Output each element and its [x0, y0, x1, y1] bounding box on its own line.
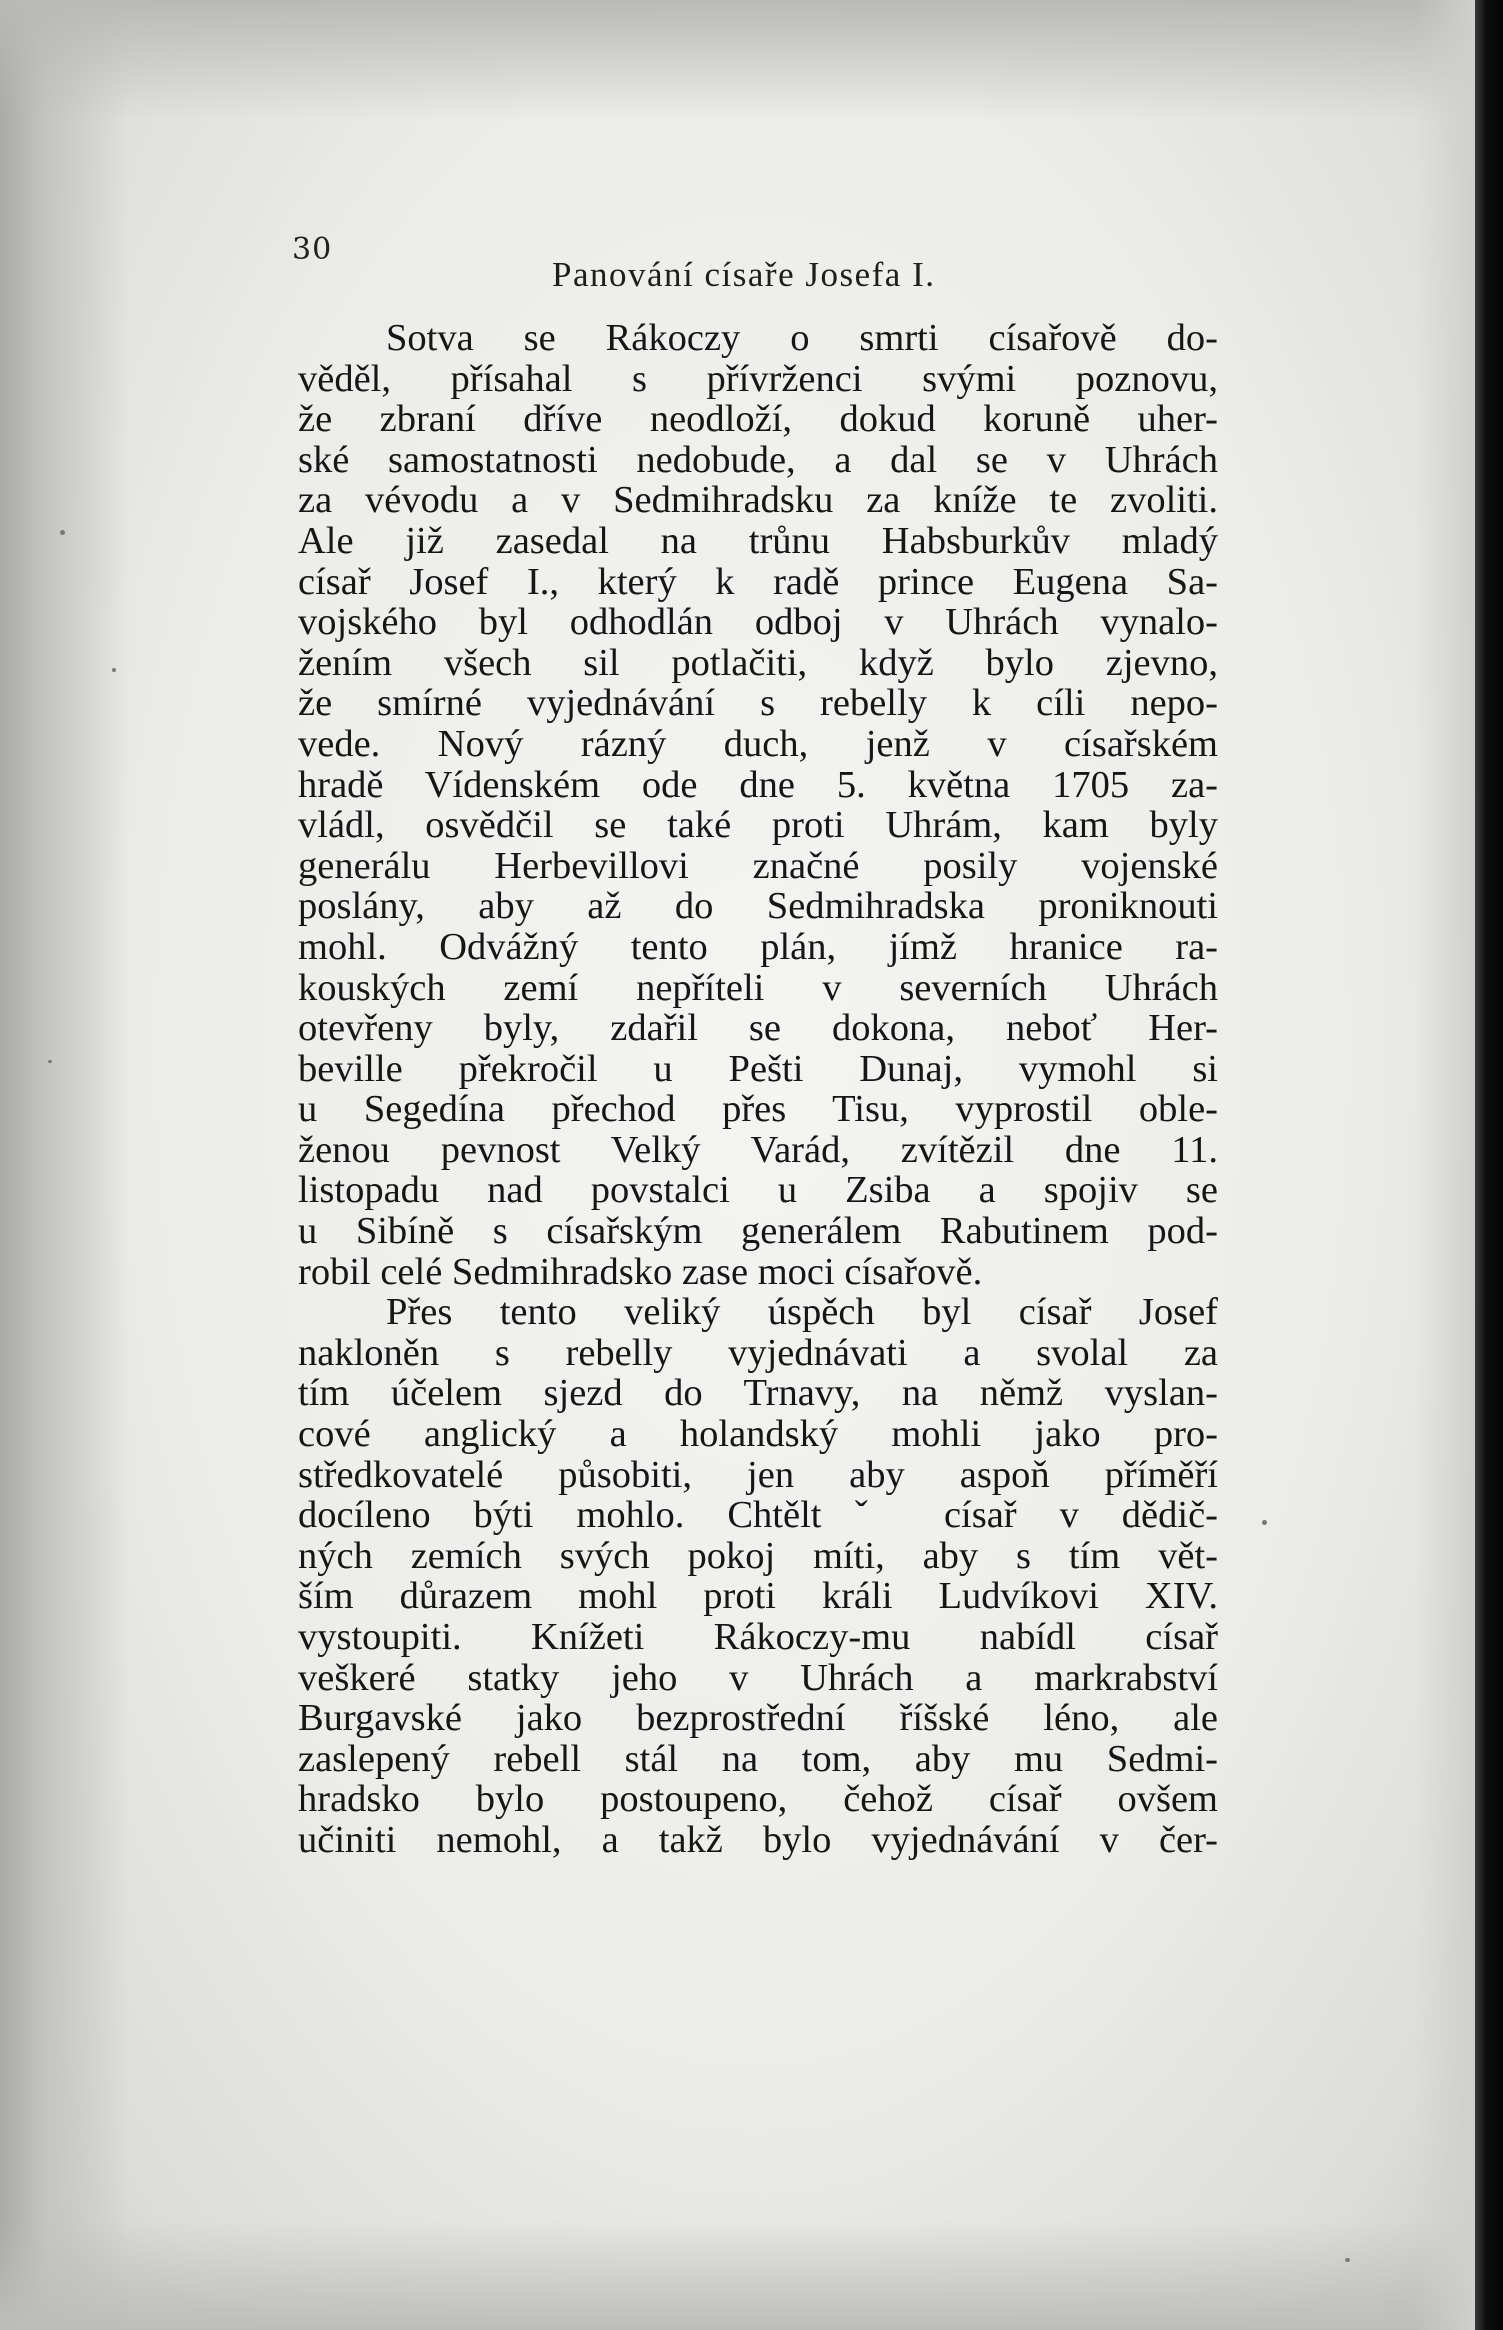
text-line: vládl, osvědčil se také proti Uhrám, kam byly [298, 804, 1218, 847]
text-line: generálu Herbevillovi značné posily vojenské [298, 844, 1218, 887]
text-line: hradsko bylo postoupeno, čehož císař ovšem [298, 1778, 1218, 1821]
text-line: ské samostatnosti nedobude, a dal se v Uhrách [298, 438, 1218, 481]
text-line: Ale již zasedal na trůnu Habsburkův mladý [298, 519, 1218, 562]
text-line: kouských zemí nepříteli v severních Uhrách [298, 966, 1218, 1009]
text-line: robil celé Sedmihradsko zase moci císařově. [298, 1250, 983, 1293]
text-line: za vévodu a v Sedmihradsku za kníže te zvoliti. [298, 479, 1218, 522]
text-line: otevřeny byly, zdařil se dokona, neboť Her- [298, 1007, 1218, 1050]
right-scan-border [1475, 0, 1503, 2330]
right-edge-fade [1415, 0, 1475, 2330]
text-line: u Sibíně s císařským generálem Rabutinem pod- [298, 1210, 1218, 1253]
text-line: beville překročil u Pešti Dunaj, vymohl si [298, 1047, 1218, 1090]
text-line: že smírné vyjednávání s rebelly k cíli nepo- [298, 682, 1218, 725]
text-line: žením všech sil potlačiti, když bylo zjevno, [298, 641, 1218, 684]
dust-speck [60, 530, 65, 535]
text-line: učiniti nemohl, a takž bylo vyjednávání v čer- [298, 1818, 1218, 1861]
dust-speck [1345, 2258, 1350, 2262]
text-line: veškeré statky jeho v Uhrách a markrabství [298, 1656, 1218, 1699]
dust-speck [1262, 1520, 1267, 1525]
text-line: vojského byl odhodlán odboj v Uhrách vynalo- [298, 601, 1218, 644]
binding-shadow [0, 0, 130, 2330]
text-line: poslány, aby až do Sedmihradska proniknouti [298, 885, 1218, 928]
text-line: že zbraní dříve neodloží, dokud koruně uher- [298, 398, 1218, 441]
text-line: zaslepený rebell stál na tom, aby mu Sedmi- [298, 1737, 1218, 1780]
text-line: vystoupiti. Knížeti Rákoczy-mu nabídl císař [298, 1616, 1218, 1658]
text-line: docíleno býti mohlo. Chtěltˇ císař v dědič- [298, 1494, 1218, 1537]
body-text [298, 318, 1218, 1861]
text-line: vede. Nový rázný duch, jenž v císařském [298, 722, 1218, 765]
text-line: ných zemích svých pokoj míti, aby s tím vět- [298, 1534, 1218, 1577]
text-line: u Segedína přechod přes Tisu, vyprostil oble- [298, 1088, 1218, 1131]
text-line: Přes tento veliký úspěch byl císař Josef [386, 1291, 1218, 1334]
text-line: ším důrazem mohl proti králi Ludvíkovi XIV. [298, 1575, 1218, 1618]
text-line: věděl, přísahal s přívrženci svými poznovu, [298, 357, 1218, 400]
text-line: tím účelem sjezd do Trnavy, na němž vyslan- [298, 1372, 1218, 1415]
text-line: nakloněn s rebelly vyjednávati a svolal za [298, 1331, 1218, 1374]
text-line: mohl. Odvážný tento plán, jímž hranice ra- [298, 925, 1218, 968]
page-number: 30 [292, 232, 333, 267]
dust-speck [112, 668, 116, 672]
text-line: ženou pevnost Velký Varád, zvítězil dne 11. [298, 1128, 1218, 1171]
text-line: císař Josef I., který k radě prince Eugena Sa- [298, 560, 1218, 603]
text-line: hradě Vídenském ode dne 5. května 1705 za- [298, 763, 1218, 806]
running-head: Panování císaře Josefa I. [552, 255, 936, 294]
text-line: středkovatelé působiti, jen aby aspoň příměří [298, 1453, 1218, 1496]
text-line: Burgavské jako bezprostřední říšské léno, ale [298, 1697, 1218, 1740]
dust-speck [48, 1060, 52, 1063]
text-line: Sotva se Rákoczy o smrti císařově do- [386, 317, 1218, 359]
bottom-edge-shadow [0, 2220, 1503, 2330]
top-edge-shadow [0, 0, 1503, 120]
text-line: cové anglický a holandský mohli jako pro- [298, 1413, 1218, 1456]
text-line: listopadu nad povstalci u Zsiba a spojiv se [298, 1169, 1218, 1212]
